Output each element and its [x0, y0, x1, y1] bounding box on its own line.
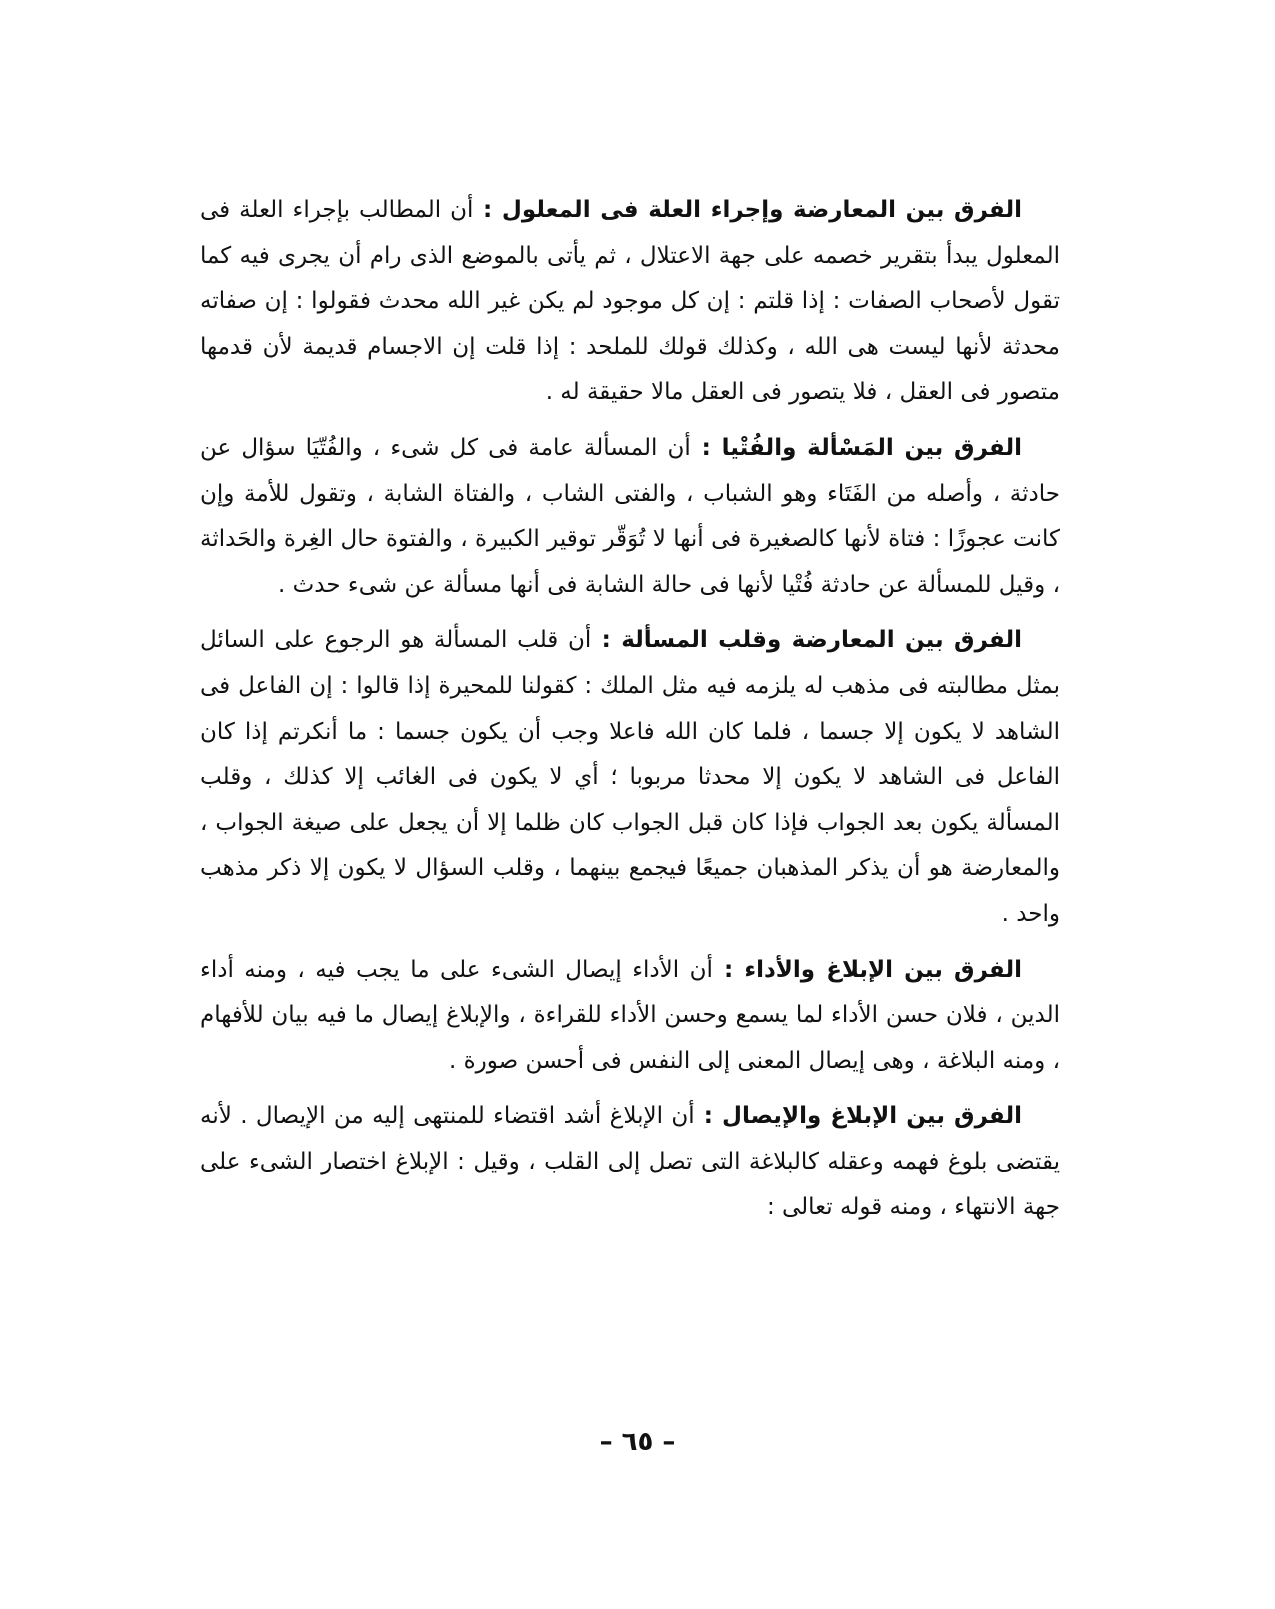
paragraph-1	[200, 188, 1060, 416]
heading-word: الفرق	[954, 1103, 1022, 1130]
term-title: بين المعارضة وإجراء العلة فى المعلول :	[473, 197, 955, 223]
heading-word: الفرق	[954, 956, 1022, 983]
paragraph-2	[200, 426, 1060, 608]
term-title: بين المَسْألة والفُتْيا :	[690, 434, 955, 461]
heading-word: الفرق	[954, 627, 1022, 654]
paragraph-text: أن الأداء إيصال الشىء على ما يجب فيه ، ومنه أداء الدين ، فلان حسن الأداء لما يسمع وحسن الأداء للقراءة ، والإبلاغ إيصال ما فيه بيان للأفهام ، ومنه البلاغة ، وهى إيصال المعنى إلى النفس فى أحسن صورة .	[200, 956, 1060, 1074]
heading-word: الفرق	[954, 434, 1022, 461]
paragraph-4	[200, 948, 1060, 1085]
paragraph-text: أن قلب المسألة هو الرجوع على السائل بمثل مطالبته فى مذهب له يلزمه فيه مثل الملك : كقولنا للمحيرة إذا قالوا : إن الفاعل فى الشاهد لا يكون إلا جسما ، فلما كان الله فاعلا وجب أن يكون جسما : ما أنكرتم إذا كان الفاعل فى الشاهد لا يكون إلا محدثا مربوبا ؛ أي لا يكون فى الغائب إلا كذلك ، وقلب المسألة يكون بعد الجواب فإذا كان قبل الجواب كان ظلما إلا أن يجعل على صيغة الجواب ، والمعارضة هو أن يذكر المذهبان جميعًا فيجمع بينهما ، وقلب السؤال لا يكون إلا ذكر مذهب واحد .	[200, 627, 1060, 927]
paragraph-text: أن المطالب بإجراء العلة فى المعلول يبدأ بتقرير خصمه على جهة الاعتلال ، ثم يأتى بالموضع الذى رام أن يجرى فيه كما تقول لأصحاب الصفات : إذا قلتم : إن كل موجود لم يكن غير الله محدث فقولوا : إن صفاته محدثة لأنها ليست هى الله ، وكذلك قولك للملحد : إذا قلت إن الاجسام قديمة لأن قدمها متصور فى العقل ، فلا يتصور فى العقل مالا حقيقة له .	[200, 197, 1060, 406]
paragraph-text: أن الإبلاغ أشد اقتضاء للمنتهى إليه من الإيصال . لأنه يقتضى بلوغ فهمه وعقله كالبلاغة التى تصل إلى القلب ، وقيل : الإبلاغ اختصار الشىء على جهة الانتهاء ، ومنه قوله تعالى :	[200, 1103, 1060, 1221]
page-number: – ٦٥ –	[599, 1427, 676, 1457]
term-title: بين المعارضة وقلب المسألة :	[591, 627, 955, 654]
term-title: بين الإبلاغ والإيصال :	[694, 1103, 955, 1130]
paragraph-3	[200, 618, 1060, 937]
paragraph-text: أن المسألة عامة فى كل شىء ، والفُتّيَا سؤال عن حادثة ، وأصله من الفَتَاء وهو الشباب ، والفتى الشاب ، والفتاة الشابة ، وتقول للأمة وإن كانت عجوزًا : فتاة لأنها كالصغيرة فى أنها لا تُوَقّر توقير الكبيرة ، والفتوة حال الغِرة والحَداثة ، وقيل للمسألة عن حادثة فُتْيا لأنها فى حالة الشابة فى أنها مسألة عن شىء حدث .	[200, 434, 1060, 598]
page-body	[200, 188, 1060, 1241]
term-title: بين الإبلاغ والأداء :	[712, 956, 955, 983]
paragraph-5	[200, 1094, 1060, 1231]
heading-word: الفرق	[954, 197, 1022, 223]
